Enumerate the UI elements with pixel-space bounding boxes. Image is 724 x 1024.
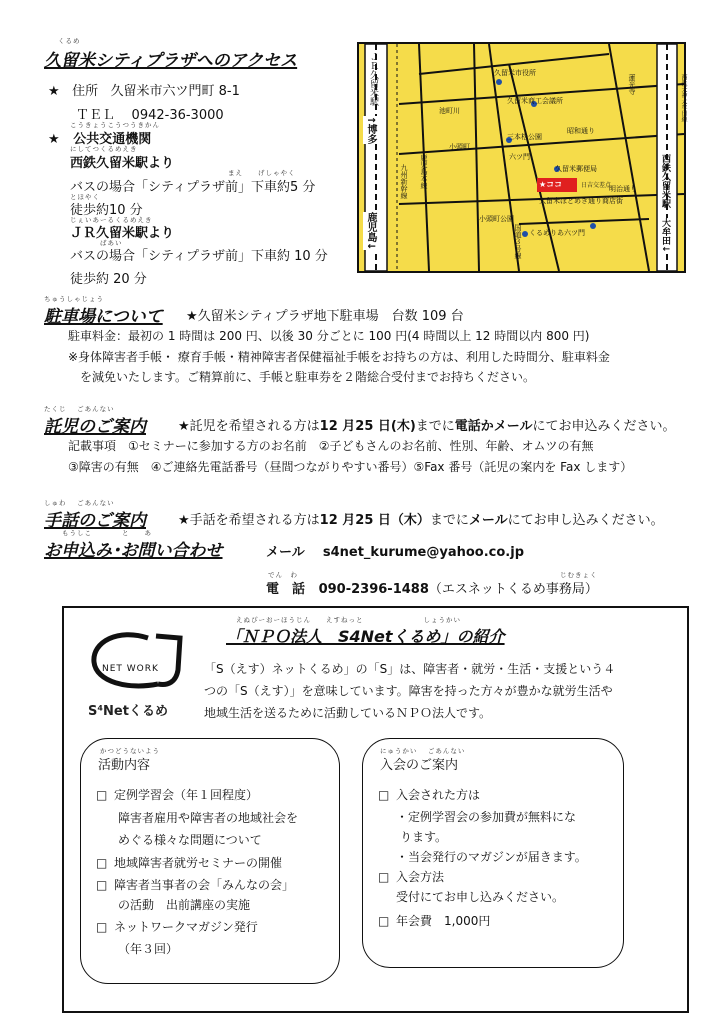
membership-item-1d: ・当会発行のマガジンが届きます。 (396, 850, 587, 864)
map-label-ranken: 蓮光寺 (628, 74, 636, 95)
map-label-kagoshima-line: 鹿児島本線 (420, 154, 428, 189)
activity-item-1-text: 定例学習会（年１回程度） (114, 788, 259, 802)
jr-ruby: じぇいあーるくるめえき (70, 216, 153, 224)
address-value: 久留米市六ツ門町 8-1 (110, 84, 240, 99)
membership-item-1b: ・定例学習会の参加費が無料にな (396, 810, 577, 824)
map-label-shopping: 久留米ほとめき通り商店街 (539, 197, 623, 205)
map-label-nishitetsu-line: 西鉄天神大牟田線 (680, 74, 687, 122)
contact-tel-note: （エスネットくるめ事務局） (428, 582, 598, 597)
contact-title-ruby: もうしこ と あ (62, 529, 152, 537)
contact-office-ruby: じむきょく (560, 571, 598, 579)
contact-title: お申込み･お問い合わせ (44, 541, 223, 561)
parking-note-2: を減免いたします。ご精算前に、手帳と駐車券を２階総合受付までお持ちください。 (80, 370, 536, 384)
nishitetsu-bus-ruby: まえ げしゃやく (228, 169, 296, 177)
access-map (357, 42, 686, 273)
childcare-title: 託児のご案内 (44, 417, 146, 437)
checkbox-icon: □ (96, 878, 108, 892)
npo-desc-1: 「S（えす）ネットくるめ」の「S」は、障害者・就労・生活・支援という４ (204, 662, 616, 676)
activity-item-1 (96, 786, 258, 803)
contact-tel-ruby: でん わ (268, 571, 298, 579)
parking-title-ruby: ちゅうしゃじょう (44, 295, 104, 303)
npo-logo (88, 630, 190, 720)
nishitetsu-walk: 徒歩約10 分 (70, 203, 143, 218)
nishitetsu-bus: バスの場合「シティプラザ前」下車約5 分 (70, 180, 316, 195)
map-label-post: 久留米郵便局 (555, 165, 597, 173)
jr-bus-ruby: ばあい (100, 239, 123, 247)
sign-title: 手話のご案内 (44, 511, 146, 531)
map-label-jr: ＪＲ久留米駅 (368, 52, 378, 106)
childcare-items-1: 記載事項 ①セミナーに参加する方のお名前 ②子どもさんのお名前、性別、年齢、オムツの有無 (68, 439, 594, 453)
logo-name: S⁴Netくるめ (88, 704, 168, 719)
map-label-nishitetsu-station: 西鉄久留米駅 (660, 154, 670, 208)
sign-info-date: 12 月25 日（木） (319, 513, 430, 528)
map-label-ikemachigawa: 池町川 (439, 107, 460, 115)
childcare-items-2: ③障害の有無 ④ご連絡先電話番号（昼間つながりやすい番号）⑤Fax 番号（託児の案内を Fax します） (68, 460, 633, 474)
jr-heading: ＪＲ久留米駅より (70, 226, 175, 241)
map-label-shiyakusho: 久留米市役所 (494, 69, 536, 77)
childcare-info-method: 電話かメール (454, 419, 533, 434)
star-icon: ★ (48, 132, 60, 147)
sign-info-mid: までに (429, 513, 469, 528)
npo-desc-2: つの「S（えす）」を意味しています。障害を持った方々が豊かな就労生活や (204, 684, 613, 698)
map-label-meiji: 明治通り (609, 185, 637, 193)
activities-title: 活動内容 (98, 758, 151, 773)
membership-title-ruby: にゅうかい ごあんない (380, 747, 466, 755)
map-label-showa: 昭和通り (567, 127, 595, 135)
jr-bus: バスの場合「シティプラザ前」下車約 10 分 (70, 249, 328, 264)
sign-info-pre: ★手話を希望される方は (178, 513, 320, 528)
jr-walk: 徒歩約 20 分 (70, 272, 147, 287)
sign-info-post: にてお申し込みください。 (507, 513, 664, 528)
map-label-here: ★ココ (539, 180, 563, 189)
map-label-chamber: 久留米商工会議所 (507, 97, 563, 105)
membership-item-1c: ります。 (400, 830, 448, 844)
access-title-ruby: くるめ (58, 37, 81, 45)
address-line (48, 80, 240, 99)
sign-title-ruby: しゅわ ごあんない (44, 499, 115, 507)
mail-address[interactable]: s4net_kurume@yahoo.co.jp (322, 545, 524, 560)
transit-ruby: こうきょうこうつうきかん (70, 121, 160, 129)
childcare-info-pre: ★託児を希望される方は (178, 419, 320, 434)
checkbox-icon: □ (378, 914, 390, 928)
contact-tel-number[interactable]: 090-2396-1488 (318, 582, 429, 597)
npo-title-ruby: えぬぴーおーほうじん えすねっと しょうかい (236, 616, 461, 624)
activity-item-2-text: 地域障害者就労セミナーの開催 (114, 856, 283, 870)
membership-item-1-text: 入会された方は (396, 788, 481, 802)
membership-item-2 (378, 868, 444, 885)
contact-tel-line (266, 578, 598, 597)
activity-item-3b: の活動 出前講座の実施 (118, 898, 251, 912)
activity-item-3-text: 障害者当事者の会「みんなの会」 (114, 878, 295, 892)
tel-label: ＴＥＬ (76, 108, 116, 123)
membership-item-1 (378, 786, 480, 803)
map-label-route3: 国道３号線 (514, 224, 522, 259)
contact-tel-label: 電 話 (266, 582, 306, 597)
childcare-info (178, 415, 676, 434)
map-label-oomuta: 大牟田↓ (660, 218, 670, 253)
parking-title: 駐車場について (44, 307, 163, 327)
map-label-kagoshima: 鹿児島↓ (365, 212, 376, 251)
membership-item-3-text: 年会費 1,000円 (396, 914, 491, 928)
activities-title-ruby: かつどうないよう (100, 747, 160, 755)
map-label-bank: 日吉交差点 (581, 182, 612, 189)
activity-item-3 (96, 876, 294, 893)
membership-title: 入会のご案内 (380, 758, 459, 773)
logo-network-text: NET WORK (102, 664, 159, 674)
nishitetsu-ruby: にしてつくるめえき (70, 145, 138, 153)
map-label-kozensho: 小頭町 (449, 143, 470, 151)
sign-info (178, 509, 664, 528)
childcare-title-ruby: たくじ ごあんない (44, 405, 115, 413)
activity-item-4 (96, 918, 258, 935)
activity-item-4-text: ネットワークマガジン発行 (114, 920, 258, 934)
contact-mail-line (266, 541, 524, 560)
map-label-hakata: ↑博多 (365, 116, 376, 145)
childcare-info-post: にてお申込みください。 (532, 419, 676, 434)
activity-item-4b: （年３回） (118, 942, 179, 956)
childcare-info-mid: までに (415, 419, 455, 434)
map-label-kurumeen: くるめりあ六ツ門 (529, 229, 585, 237)
npo-desc-3: 地域生活を送るために活動しているＮＰＯ法人です。 (204, 706, 492, 720)
checkbox-icon: □ (378, 870, 390, 884)
parking-fee: 駐車料金：最初の 1 時間は 200 円、以後 30 分ごとに 100 円(4 時間以上 12 時間以内 800 円) (68, 329, 590, 343)
star-icon: ★ (48, 84, 60, 99)
checkbox-icon: □ (96, 856, 108, 870)
parking-note-1: ※身体障害者手帳・ 療育手帳・精神障害者保健福祉手帳をお持ちの方は、利用した時間分、駐車料金 (68, 350, 610, 364)
activity-item-1c: めぐる様々な問題について (118, 833, 262, 847)
membership-item-2-text: 入会方法 (396, 870, 445, 884)
walk-ruby: とほやく (70, 193, 100, 201)
mail-label: メール (266, 545, 305, 560)
map-label-kotoku: 小頭町公園 (479, 215, 514, 223)
transit-label: 公共交通機関 (73, 132, 152, 147)
npo-title: 「ＮＰＯ法人 S4Netくるめ」の紹介 (226, 627, 505, 646)
membership-item-3 (378, 912, 490, 929)
map-label-shinkansen: 九州新幹線 (400, 164, 408, 199)
checkbox-icon: □ (378, 788, 390, 802)
sign-info-method: メール (468, 513, 508, 528)
checkbox-icon: □ (96, 920, 108, 934)
activity-item-1b: 障害者雇用や障害者の地域社会を (118, 811, 299, 825)
tel-value: 0942-36-3000 (131, 108, 224, 123)
access-title: 久留米シティプラザへのアクセス (44, 51, 298, 71)
map-label-sanbonmatsu: 三本松公園 (507, 133, 542, 141)
map-label-rokutsumon: 六ツ門 (509, 153, 530, 161)
parking-info: ★久留米シティプラザ地下駐車場 台数 109 台 (186, 309, 464, 324)
membership-item-2b: 受付にてお申し込みください。 (396, 890, 565, 904)
checkbox-icon: □ (96, 788, 108, 802)
address-label: 住所 (72, 84, 99, 99)
nishitetsu-heading: 西鉄久留米駅より (70, 156, 175, 171)
childcare-info-date: 12 月25 日(木) (319, 419, 416, 434)
activity-item-2 (96, 854, 282, 871)
logo-mark-icon (88, 630, 190, 692)
